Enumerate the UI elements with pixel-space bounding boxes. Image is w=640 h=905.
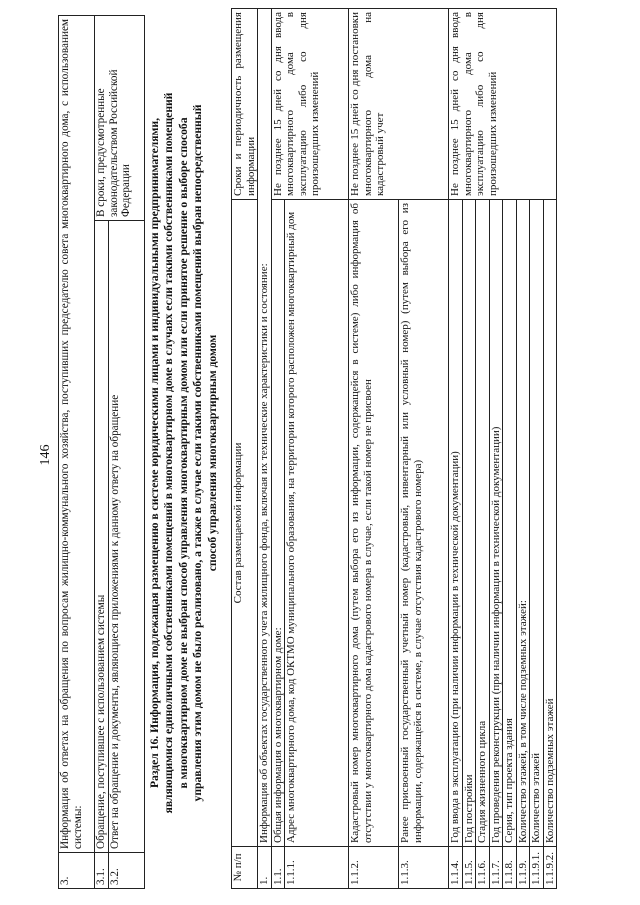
table-row [449, 9, 463, 889]
header-content: Состав размещаемой информации [232, 200, 258, 847]
row-text: Год проведения реконструкции (при наличии информации в технической документации) [489, 200, 503, 847]
row-number: 1.1.5. [462, 847, 476, 889]
table-row [258, 9, 272, 889]
table-row [271, 9, 285, 889]
row-number: 1.1.4. [449, 847, 463, 889]
heading-line: в многоквартирном доме не выбран способ управления многоквартирным домом или если принятое решение о выборе способа [176, 117, 190, 789]
row-text: Общая информация о многоквартирном доме: [271, 200, 285, 847]
row-text: Количество подземных этажей [543, 200, 557, 847]
row-number: 1.1.7. [489, 847, 503, 889]
row-number: 1.1. [271, 847, 285, 889]
heading-line: способ управления многоквартирным домом [205, 334, 219, 572]
row-number: 1.1.3. [399, 847, 449, 889]
row-text: Кадастровый номер многоквартирного дома (путем выбора его из информации, содержащейся в системе) либо информация об отсутствии у многоквартирного дома кадастрового номера в случае, если такой номер не присвоен [349, 200, 399, 847]
row-number: 3.2. [109, 853, 145, 889]
row-number: 1. [258, 847, 272, 889]
row-text: Количество этажей, в том числе подземных этажей: [516, 200, 530, 847]
row-number: 1.1.1. [285, 847, 349, 889]
table-header-row [232, 9, 258, 889]
row-number: 1.1.8. [503, 847, 517, 889]
row-number: 1.1.9. [516, 847, 530, 889]
heading-line: Раздел 16. Информация, подлежащая размещению в системе юридическими лицами и индивидуальными предпринимателями, [148, 117, 161, 789]
row-number: 1.1.9.2. [543, 847, 557, 889]
row-text: Ответ на обращение и документы, являющиеся приложениями к данному ответу на обращение [109, 221, 145, 853]
main-table [231, 8, 557, 889]
header-num: № п/п [232, 847, 258, 889]
row-number: 3.1. [95, 853, 109, 889]
heading-line: управления этим домом не было реализовано, а также в случае если такими собственниками помещений выбран непосредственный [191, 104, 205, 802]
row-text: Ранее присвоенный государственный учетный номер (кадастровый, инвентарный или условный номер) (путем выбора его из информации, содержащейся в системе, в случае отсутствия кадастрового номера) [399, 200, 449, 847]
row-number: 1.1.9.1. [530, 847, 544, 889]
header-period: Сроки и периодичность размещения информации [232, 9, 258, 200]
row-text: Год ввода в эксплуатацию (при наличии информации в технической документации) [449, 200, 463, 847]
row-number: 1.1.2. [349, 847, 399, 889]
row-period: Не позднее 15 дней со дня ввода многоквартирного дома в эксплуатацию либо со дня произошедших изменений [271, 9, 349, 200]
row-text: Стадия жизненного цикла [476, 200, 490, 847]
row-text: Год постройки [462, 200, 476, 847]
table-row [349, 9, 399, 889]
row-text: Информация об объектах государственного учета жилищного фонда, включая их технические характеристики и состояние: [258, 9, 272, 847]
heading-line: являющимися единоличными собственниками помещений в многоквартирном доме в случаях если такими собственниками помещений [162, 92, 176, 814]
row-text: Серия, тип проекта здания [503, 200, 517, 847]
row-number: 3. [59, 853, 95, 889]
row-text: Адрес многоквартирного дома, код ОКТМО муниципального образования, на территории которого расположен многоквартирный дом [285, 200, 349, 847]
row-period: В сроки, предусмотренные законодательством Российской Федерации [95, 15, 145, 220]
table-row [95, 15, 109, 888]
row-text: Количество этажей [530, 200, 544, 847]
page-number: 146 [38, 444, 53, 466]
row-period: Не позднее 15 дней со дня ввода многоквартирного дома в эксплуатацию либо со дня произошедших изменений [449, 9, 557, 200]
section-heading [148, 41, 220, 865]
row-period: Не позднее 15 дней со дня постановки многоквартирного дома на кадастровый учет [349, 9, 449, 200]
top-table [58, 15, 145, 889]
row-text: Информация об ответах на обращения по вопросам жилищно-коммунального хозяйства, поступивших председателю совета многоквартирного дома, с использованием системы: [59, 15, 95, 852]
row-text: Обращение, поступившее с использованием системы [95, 221, 109, 853]
table-row [59, 15, 95, 888]
row-number: 1.1.6. [476, 847, 490, 889]
